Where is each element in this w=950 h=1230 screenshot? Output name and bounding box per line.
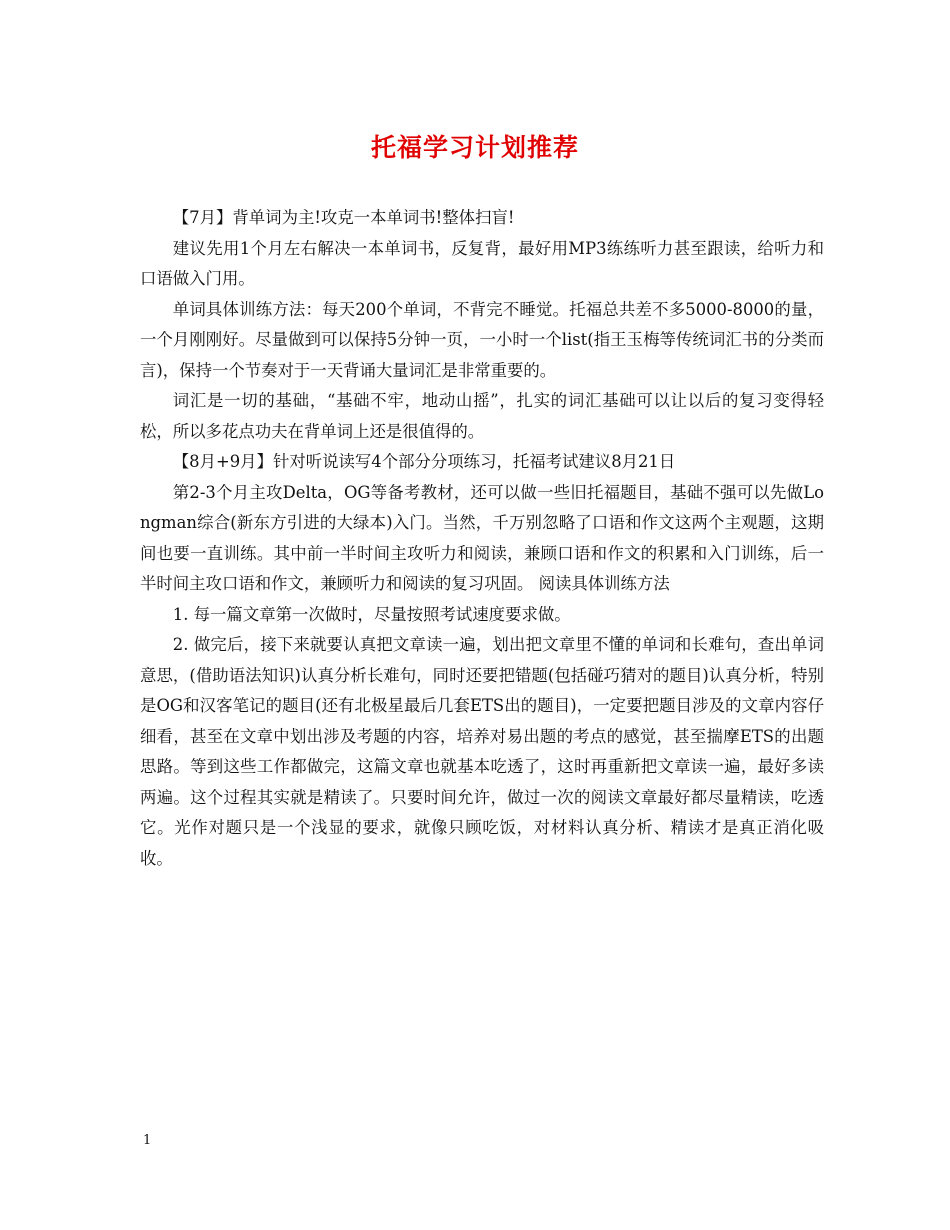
paragraph-wordbook-advice: 建议先用1个月左右解决一本单词书，反复背，最好用MP3练练听力甚至跟读，给听力和口语做入门用。 xyxy=(140,238,824,288)
paragraph-word-training-method: 单词具体训练方法：每天200个单词，不背完不睡觉。托福总共差不多5000-8000的量，一个月刚刚好。尽量做到可以保持5分钟一页，一小时一个list(指王玉梅等传统词汇书的分类而言)，保持一个节奏对于一天背诵大量词汇是非常重要的。 xyxy=(140,299,824,380)
paragraph-reading-step-2: 2. 做完后，接下来就要认真把文章读一遍，划出把文章里不懂的单词和长难句，查出单词意思，(借助语法知识)认真分析长难句，同时还要把错题(包括碰巧猜对的题目)认真分析，特别是OG和汉客笔记的题目(还有北极星最后几套ETS出的题目)，一定要把题目涉及的文章内容仔细看，甚至在文章中划出涉及考题的内容，培养对易出题的考点的感觉，甚至揣摩ETS的出题思路。等到这些工作都做完，这篇文章也就基本吃透了，这时再重新把文章读一遍，最好多读两遍。这个过程其实就是精读了。只要时间允许，做过一次的阅读文章最好都尽量精读，吃透它。光作对题只是一个浅显的要求，就像只顾吃饭，对材料认真分析、精读才是真正消化吸收。 xyxy=(140,635,824,868)
document-title: 托福学习计划推荐 xyxy=(370,133,579,162)
paragraph-july-heading: 【7月】背单词为主!攻克一本单词书!整体扫盲! xyxy=(172,208,515,227)
paragraph-vocabulary-foundation: 词汇是一切的基础，“基础不牢，地动山摇”，扎实的词汇基础可以让以后的复习变得轻松，所以多花点功夫在背单词上还是很值得的。 xyxy=(140,391,824,441)
paragraph-months-2-3-plan: 第2-3个月主攻Delta，OG等备考教材，还可以做一些旧托福题目，基础不强可以先做Longman综合(新东方引进的大绿本)入门。当然，千万别忽略了口语和作文这两个主观题，这期间也要一直训练。其中前一半时间主攻听力和阅读，兼顾口语和作文的积累和入门训练，后一半时间主攻口语和作文，兼顾听力和阅读的复习巩固。 阅读具体训练方法 xyxy=(140,482,824,593)
page-number: 1 xyxy=(143,1133,152,1148)
paragraph-reading-step-1: 1. 每一篇文章第一次做时，尽量按照考试速度要求做。 xyxy=(172,604,571,624)
paragraph-aug-sep-heading: 【8月+9月】针对听说读写4个部分分项练习，托福考试建议8月21日 xyxy=(172,452,676,471)
document-body xyxy=(140,203,824,874)
